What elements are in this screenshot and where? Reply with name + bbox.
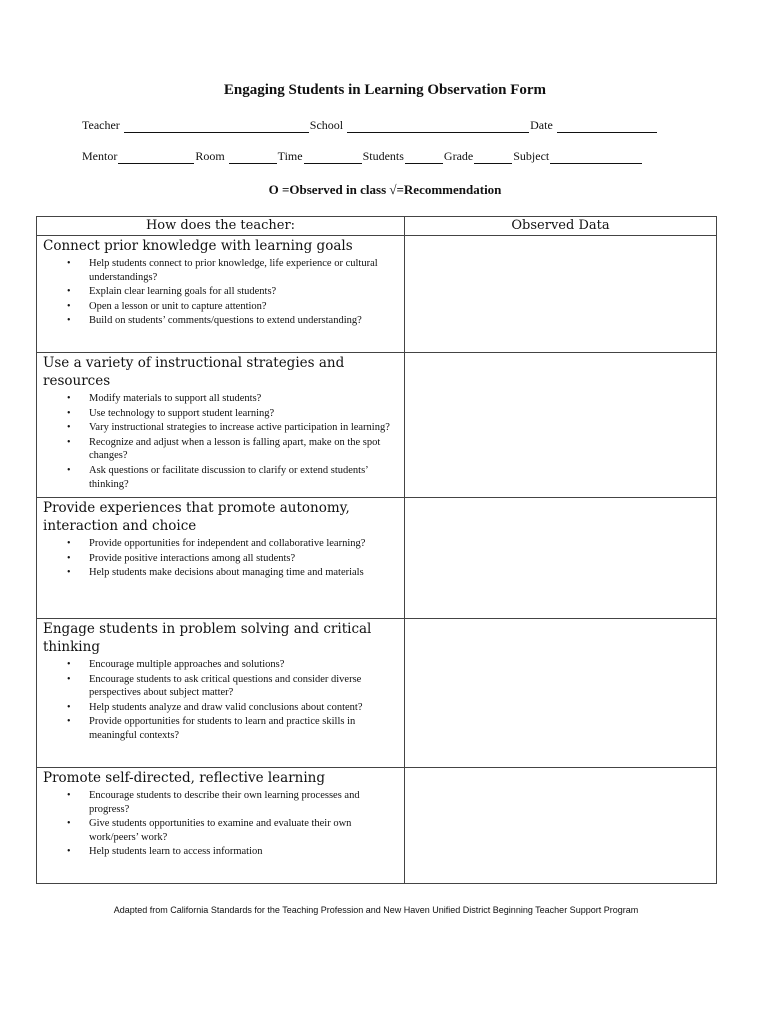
criteria-list xyxy=(37,789,404,859)
section-title: Engage students in problem solving and critical thinking xyxy=(43,621,372,655)
section-title: Promote self-directed, reflective learning xyxy=(43,770,326,786)
mentor-label: Mentor xyxy=(82,149,118,163)
grade-label: Grade xyxy=(443,149,474,163)
observed-data-cell[interactable] xyxy=(405,768,717,884)
footer-note: Adapted from California Standards for the Teaching Profession and New Haven Unified District Beginning Teacher Support Program xyxy=(113,905,639,915)
list-item: • Help students make decisions about managing time and materials xyxy=(89,566,404,580)
section-title: Connect prior knowledge with learning goals xyxy=(43,238,353,254)
fields-row-1 xyxy=(82,118,658,133)
room-field[interactable] xyxy=(229,152,277,164)
list-item: • Recognize and adjust when a lesson is falling apart, make on the spot changes? xyxy=(89,436,404,463)
school-field[interactable] xyxy=(347,121,529,133)
teacher-label: Teacher xyxy=(82,118,120,132)
list-item: • Modify materials to support all students? xyxy=(89,392,404,406)
table-row xyxy=(37,768,717,884)
observed-data-cell[interactable] xyxy=(405,619,717,768)
list-item: • Provide positive interactions among all students? xyxy=(89,552,404,566)
table-row xyxy=(37,236,717,353)
date-label: Date xyxy=(530,118,553,132)
list-item: • Open a lesson or unit to capture attention? xyxy=(89,300,404,314)
grade-field[interactable] xyxy=(474,152,512,164)
list-item: • Help students connect to prior knowledge, life experience or cultural understandings? xyxy=(89,257,404,284)
subject-field[interactable] xyxy=(550,152,642,164)
criteria-cell xyxy=(37,768,405,884)
list-item: • Ask questions or facilitate discussion to clarify or extend students’ thinking? xyxy=(89,464,404,491)
criteria-list xyxy=(37,392,404,491)
date-field[interactable] xyxy=(557,121,657,133)
legend: O =Observed in class √=Recommendation xyxy=(268,182,502,197)
list-item: • Give students opportunities to examine and evaluate their own work/peers’ work? xyxy=(89,817,404,844)
list-item: • Encourage students to describe their own learning processes and progress? xyxy=(89,789,404,816)
teacher-field[interactable] xyxy=(124,121,309,133)
table-row xyxy=(37,619,717,768)
list-item: • Explain clear learning goals for all students? xyxy=(89,285,404,299)
criteria-list xyxy=(37,257,404,328)
observed-data-cell[interactable] xyxy=(405,498,717,619)
students-label: Students xyxy=(362,149,404,163)
mentor-field[interactable] xyxy=(118,152,194,164)
list-item: • Vary instructional strategies to increase active participation in learning? xyxy=(89,421,404,435)
criteria-list xyxy=(37,658,404,743)
students-field[interactable] xyxy=(405,152,443,164)
criteria-cell xyxy=(37,236,405,353)
criteria-cell xyxy=(37,498,405,619)
room-label: Room xyxy=(195,149,225,163)
subject-label: Subject xyxy=(513,149,550,163)
table-header-row xyxy=(37,217,717,236)
criteria-list xyxy=(37,537,404,580)
school-label: School xyxy=(309,118,344,132)
table-row xyxy=(37,353,717,498)
table-row xyxy=(37,498,717,619)
time-label: Time xyxy=(277,149,303,163)
section-title: Provide experiences that promote autonomy, interaction and choice xyxy=(43,500,350,534)
list-item: • Encourage multiple approaches and solutions? xyxy=(89,658,404,672)
list-item: • Help students learn to access information xyxy=(89,845,404,859)
list-item: • Use technology to support student learning? xyxy=(89,407,404,421)
observation-table xyxy=(36,216,717,884)
observed-data-cell[interactable] xyxy=(405,353,717,498)
criteria-cell xyxy=(37,619,405,768)
list-item: • Help students analyze and draw valid conclusions about content? xyxy=(89,701,404,715)
col-header-observed: Observed Data xyxy=(405,217,717,236)
observed-data-cell[interactable] xyxy=(405,236,717,353)
list-item: • Encourage students to ask critical questions and consider diverse perspectives about subject matter? xyxy=(89,673,404,700)
col-header-teacher: How does the teacher: xyxy=(37,217,405,236)
fields-row-2 xyxy=(82,149,643,164)
form-title: Engaging Students in Learning Observation Form xyxy=(223,82,547,98)
criteria-cell xyxy=(37,353,405,498)
list-item: • Build on students’ comments/questions to extend understanding? xyxy=(89,314,404,328)
time-field[interactable] xyxy=(304,152,362,164)
section-title: Use a variety of instructional strategies and resources xyxy=(43,355,345,389)
list-item: • Provide opportunities for students to learn and practice skills in meaningful contexts? xyxy=(89,715,404,742)
list-item: • Provide opportunities for independent and collaborative learning? xyxy=(89,537,404,551)
